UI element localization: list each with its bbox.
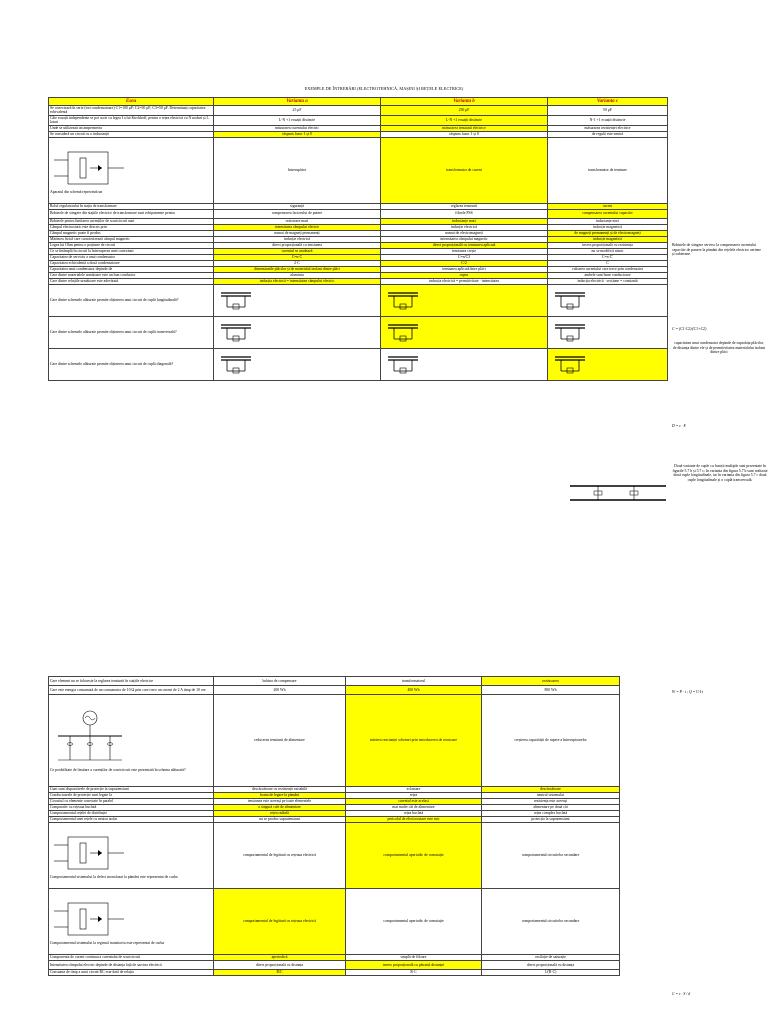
answer-text: curent [602,203,613,208]
answer-text: tensiunea aplicată între plăci [442,266,486,271]
device-schematic-figure [50,831,212,875]
answer-text: C=n·C' [601,254,614,259]
question-cell [49,889,214,955]
question-text: Comportamentul unei rețele cu neutru izolat [50,817,118,822]
answer-b-cell [381,316,548,348]
answer-c-cell [548,115,668,125]
answer-text: descărcătoare cu rezistență variabilă [252,787,307,792]
answer-b-cell [346,823,482,889]
answer-b-cell [346,961,482,970]
question-text: Capacitatea echivalentă a două condensatoare [50,260,120,265]
answer-text: curentul se anulează [281,248,313,253]
answer-text: direct proporțională cu tensiunea [272,242,322,247]
header-variant-a: Varianta a [214,98,381,106]
answer-text: tensiunea este aceeași pe toate elementele [247,799,312,804]
answer-b-cell [381,209,548,218]
answer-text: compensarea curentului capacitiv [582,211,633,216]
question-text: Capacitatea unui condensator depinde de [50,266,113,271]
answer-text: o singură cale de alimentare [258,805,301,810]
question-text: Rolul regulatorului în stația de transformare [50,203,117,208]
questions-table-1 [48,97,668,381]
question-text: Comportamentul sistemului la regimul tranzitoriu este reprezentat de curba [50,941,165,946]
formula-energie: W = P · t ; Q = U·I·t [672,690,704,694]
coupling-diagram-c [553,289,666,311]
answer-text: numai de magneți permanenți [274,230,320,235]
answer-text: neutrul sistemului [536,793,565,798]
header-variant-c: Varianta c [548,98,668,106]
answer-text: eclatoare [406,787,421,792]
answer-text: inducție magnetică [593,236,622,241]
answer-a-cell [214,823,346,889]
answer-a-cell [214,961,346,970]
answer-text: C=n·C [291,254,303,259]
side-note-bobine: Bobinele de stingere servesc la compensarea curentului capacitiv de punere la pământ din rețelele electrice aeriene și subterane. [672,243,761,257]
coupling-diagram-c [553,321,666,343]
answer-text: mărirea reactanței schemei prin introducerea de reactoare [369,738,458,743]
answer-text: oscilație de saturație [535,955,566,960]
question-text: Care este energia consumată de un consumator de 10 Ω prin care trece un curent de 2 A timp de 10 ore [50,687,206,692]
question-cell [49,348,214,380]
answer-text: întrerupător [288,167,306,172]
question-text: Se consideră un circuit cu o inductanță [50,131,109,136]
answer-text: transformatorul [401,678,426,683]
question-text: Se conectează în serie (trei condensatoare) C1=100 μF; C2=50 μF; C3=50 μF. Determinați capacitatea echivalentă [50,106,206,115]
answer-text: mai multe căi de alimentare [392,805,435,810]
table-row [49,316,668,348]
answer-c-cell [482,695,620,787]
answer-text: nu se produc supratensiuni [259,817,300,822]
answer-c-cell [482,823,620,889]
table-row [49,970,620,976]
answer-text: direct proporțională cu distanța [526,962,575,967]
page-title: EXEMPLE DE ÎNTREBĂRI (ELECTROTEHNICĂ, MAȘINI ȘI REȚELE ELECTRICE) [304,86,464,91]
busbar-diagram-b [568,478,668,508]
answer-c-cell [548,316,668,348]
answer-text: aluminiu [290,272,304,277]
question-text: Constanta de timp a unui circuit RC este dată de relația [50,970,134,975]
answer-text: C/2 [461,260,467,265]
answer-text: compensarea factorului de putere [271,211,323,216]
device-schematic-figure [50,897,212,941]
question-text: Cum sunt dispozitivele de protecție la supratensiuni [50,787,129,792]
answer-text: ambele sunt bune conductoare [584,272,631,277]
answer-text: protecția la supratensiuni [531,817,570,822]
answer-text: tensiunea crește [451,248,477,253]
question-cell [49,115,214,125]
answer-b-cell [381,348,548,380]
answer-a-cell [214,970,346,976]
answer-text: bobina de compensare [262,678,297,683]
answer-b-cell [381,106,548,116]
table-row [49,823,620,889]
answer-b-cell [381,137,548,203]
header-row [49,98,668,106]
answer-text: rețea [409,793,418,798]
answer-text: măsurarea tensiunii electrice [442,125,486,130]
answer-c-cell [548,106,668,116]
answer-text: simplă de filtrare [400,955,427,960]
question-text: Circuitul cu elemente conectate în paralel [50,799,114,804]
answer-b-cell [346,677,482,686]
question-cell [49,686,214,695]
answer-text: reglarea tensiunii [450,203,478,208]
question-cell [49,316,214,348]
answer-text: transformator de curent [446,167,482,172]
table-row [49,137,668,203]
answer-b-cell [381,284,548,316]
side-note-inductie: D = ε · E [672,424,686,428]
answer-a-cell [214,695,346,787]
question-cell [49,961,214,970]
question-text: Intensitatea câmpului electric depinde de distanța față de sarcina electrică [50,962,162,967]
question-text: Mărimea fizică care caracterizează câmpul magnetic [50,236,130,241]
answer-a-cell [214,889,346,955]
answer-text: inducție electrică [283,236,311,241]
table-row [49,115,668,125]
answer-b-cell [381,115,548,125]
answer-text: răspuns fazor 1 și 0 [282,131,312,136]
table-row [49,889,620,955]
answer-b-cell [346,686,482,695]
table-row [49,961,620,970]
question-cell [49,695,214,787]
question-text: Care dintre schemele alăturate permite obținerea unui circuit de cuplă longitudinală? [50,297,179,302]
question-cell [49,970,214,976]
answer-a-cell [214,284,381,316]
answer-text: 2·C [294,260,300,265]
formula-condensator-plan: C = ε · S / d [672,992,691,996]
answer-c-cell [482,961,620,970]
answer-text: L-N +1 ecuații distincte [445,118,483,123]
answer-text: transformator de tensiune [588,167,627,172]
header-essay: Eseu [49,98,214,106]
answer-text: răspuns fazor 1 și 0 [449,131,479,136]
answer-text: R/C [276,970,283,975]
answer-text: C=n/C3 [457,254,471,259]
answer-a-cell [214,677,346,686]
question-text: Comparativ cu rețeaua buclată [50,805,97,810]
answer-text: măsurarea curentului electric [274,125,320,130]
answer-text: borna de legare la pământ [259,793,300,798]
coupling-diagram-b [386,289,546,311]
formula-capacitate-serie: C = (C1·C2)/(C1+C2) [672,327,707,331]
question-text: Ce se întâmplă în circuit la întreruperea unei conexiuni [50,248,134,253]
answer-text: de magneți permanenți și de electromagneți [574,230,641,235]
question-cell [49,137,214,203]
question-text: Care element nu se folosește la reglarea tensiunii în stațiile electrice [50,678,154,683]
question-text: Câte ecuații independente se pot scrie cu legea I a lui Kirchhoff, pentru o rețea electrică cu N noduri și L laturi [50,115,209,125]
answer-a-cell [214,348,381,380]
answer-c-cell [482,889,620,955]
question-text: Comportamentul rețelei de distribuție [50,811,108,816]
answer-text: C [606,260,609,265]
answer-text: direct proporțională cu distanța [255,962,304,967]
answer-text: inductanțe mici [595,218,620,223]
answer-c-cell [482,970,620,976]
answer-text: comportamentul aperiodic de comutație [383,919,444,924]
question-text: Care dintre relațiile următoare este adevărată [50,278,119,283]
answer-text: dimensiunile plăcilor și de materialul izolant dintre plăci [254,266,340,271]
answer-text: curentul este același [398,799,429,804]
answer-text: inducție magnetică [593,224,622,229]
question-text: Componenta de curent continuu a curentului de scurtcircuit [50,955,141,960]
answer-text: rezistoarea [542,678,559,683]
answer-text: creșterea capacității de rupere a întreruptoarelor [514,738,587,743]
coupling-diagram-b [386,321,546,343]
question-cell [49,823,214,889]
question-text: Care dintre schemele alăturate permite obținerea unui circuit de cuplă transversală? [50,329,177,334]
question-text: Câmpul electrostatic este descris prin [50,224,107,229]
answer-text: R·C [410,970,417,975]
answer-text: pericolul de electrocutare este mic [387,817,440,822]
answer-text: numai de electromagneți [445,230,483,235]
answer-text: 200 Wh [273,687,286,692]
answer-c-cell [548,209,668,218]
answer-text: măsurarea rezistenței electrice [584,125,631,130]
side-note-cuple: Două variante de cuple cu funcții multiple sunt prezentate în figurile 5.7 b și 5.7 c; în varianta din figura 5.7 b sunt realizate două cuple longitudinale, iar în varianta din figura 5.7 c două cuple longitudinale și o cuplă transversală. [672,464,768,482]
answer-text: valoarea curentului care trece prin condensator [571,266,644,271]
table-row [49,686,620,695]
answer-text: 25 μF [292,108,302,113]
answer-text: 250 μF [458,108,470,113]
question-text: Legea lui Ohm pentru o porțiune de circuit [50,242,116,247]
answer-text: L-N +1 ecuații distincte [278,118,316,123]
question-cell [49,284,214,316]
question-text: Care dintre schemele alăturate permite obținerea unui circuit de cuplă diagonală? [50,361,174,366]
answer-text: rezistența este aceeași [533,799,568,804]
answer-text: comportamentul aperiodic de comutație [383,853,444,858]
answer-text: de regulă este neutră [591,131,624,136]
answer-text: inductanțe mari [452,218,476,223]
answer-b-cell [346,695,482,787]
side-note-capacitate: capacitatea unui condensator depinde de suprafața plăcilor, de distanța dintre ele și de permitivitatea materialului izolant dintre plăci [672,341,766,355]
answer-text: comportamentul de legătură cu rețeaua electrică [243,853,316,858]
answer-b-cell [346,970,482,976]
answer-c-cell [548,137,668,203]
coupling-diagram-b [386,353,546,375]
answer-text: 1/(R·C) [544,970,557,975]
answer-b-cell [346,889,482,955]
answer-c-cell [548,284,668,316]
answer-text: comportamentul de legătură cu rețeaua electrică [243,919,316,924]
answer-text: filtrele PSS [455,211,473,216]
header-variant-b: Varianta b [381,98,548,106]
answer-text: siguranță [290,203,304,208]
answer-text: rețea buclată [403,811,424,816]
answer-text: descărcătoare [540,787,561,792]
question-text: Câmpul magnetic poate fi produs [50,230,101,235]
device-schematic-figure [50,146,212,190]
coupling-diagram-c [553,353,666,375]
question-text: Comportamentul sistemului la defect monofazat la pământ este reprezentat de curba [50,875,178,880]
table-row [49,209,668,218]
answer-text: inducția electrică = intensitatea câmpului electric [259,278,335,283]
question-text: Unde se utilizează un ampermetru [50,125,102,130]
answer-text: cupru [459,272,469,277]
answer-text: comportamentul circuitelor secundare [521,919,580,924]
answer-text: reducerea tensiunii de alimentare [254,738,305,743]
question-cell [49,106,214,116]
table-row [49,695,620,787]
answer-text: intensitatea câmpului electric [274,224,320,229]
answer-text: inducție electrică [450,224,478,229]
question-cell [49,209,214,218]
table-row [49,348,668,380]
answer-c-cell [482,686,620,695]
answer-a-cell [214,137,381,203]
table-row [49,284,668,316]
coupling-diagram-a [219,289,379,311]
answer-text: alimentare pe două căi [533,805,568,810]
answer-text: direct proporțională cu tensiunea aplicată [432,242,496,247]
answer-text: invers proporțională cu pătratul distanței [382,962,445,967]
question-text: Conductoarele de protecție sunt legate la [50,793,112,798]
table-row [49,106,668,116]
question-text: Care dintre materialele următoare este un bun conductor [50,272,136,277]
answer-c-cell [548,348,668,380]
coupling-diagram-a [219,321,379,343]
answer-text: rețea complex buclată [533,811,568,816]
answer-c-cell [482,677,620,686]
answer-text: inducția electrică · secțiune = constantă [577,278,638,283]
answer-a-cell [214,209,381,218]
question-text: Capacitatea de serviciu a unui condensator [50,254,115,259]
answer-a-cell [214,316,381,348]
answer-a-cell [214,106,381,116]
answer-text: aperiodică [271,955,288,960]
answer-text: intensitatea câmpului magnetic [440,236,488,241]
answer-text: inducția electrică = permitivitate · intensitatea [429,278,499,283]
answer-text: rezistoare mari [285,218,309,223]
answer-text: N-1 +1 ecuații distincte [589,118,626,123]
question-text: Ce posibilitate de limitare a curenților de scurtcircuit este prezentată în schema alăturată? [50,768,186,773]
questions-table-2 [48,676,620,976]
answer-text: invers proporțională cu rezistența [582,242,633,247]
question-text: Bobinele de stingere din stațiile electrice de transformare sunt echipamente pentru [50,211,175,216]
question-text: Bobinele pentru limitarea curenților de scurtcircuit sunt [50,218,135,223]
question-cell [49,677,214,686]
answer-text: 50 μF [603,108,612,113]
answer-a-cell [214,115,381,125]
table-row [49,677,620,686]
question-text: Aparatul din schemă reprezintă un [50,189,103,194]
answer-a-cell [214,686,346,695]
answer-text: rețea radială [270,811,289,816]
answer-text: 800 Wh [544,687,557,692]
reactor-schematic-figure [50,708,212,768]
coupling-diagram-a [219,353,379,375]
answer-text: comportamentul circuitelor secundare [521,853,580,858]
answer-text: 400 Wh [407,687,420,692]
answer-text: nu se modifică nimic [591,248,624,253]
